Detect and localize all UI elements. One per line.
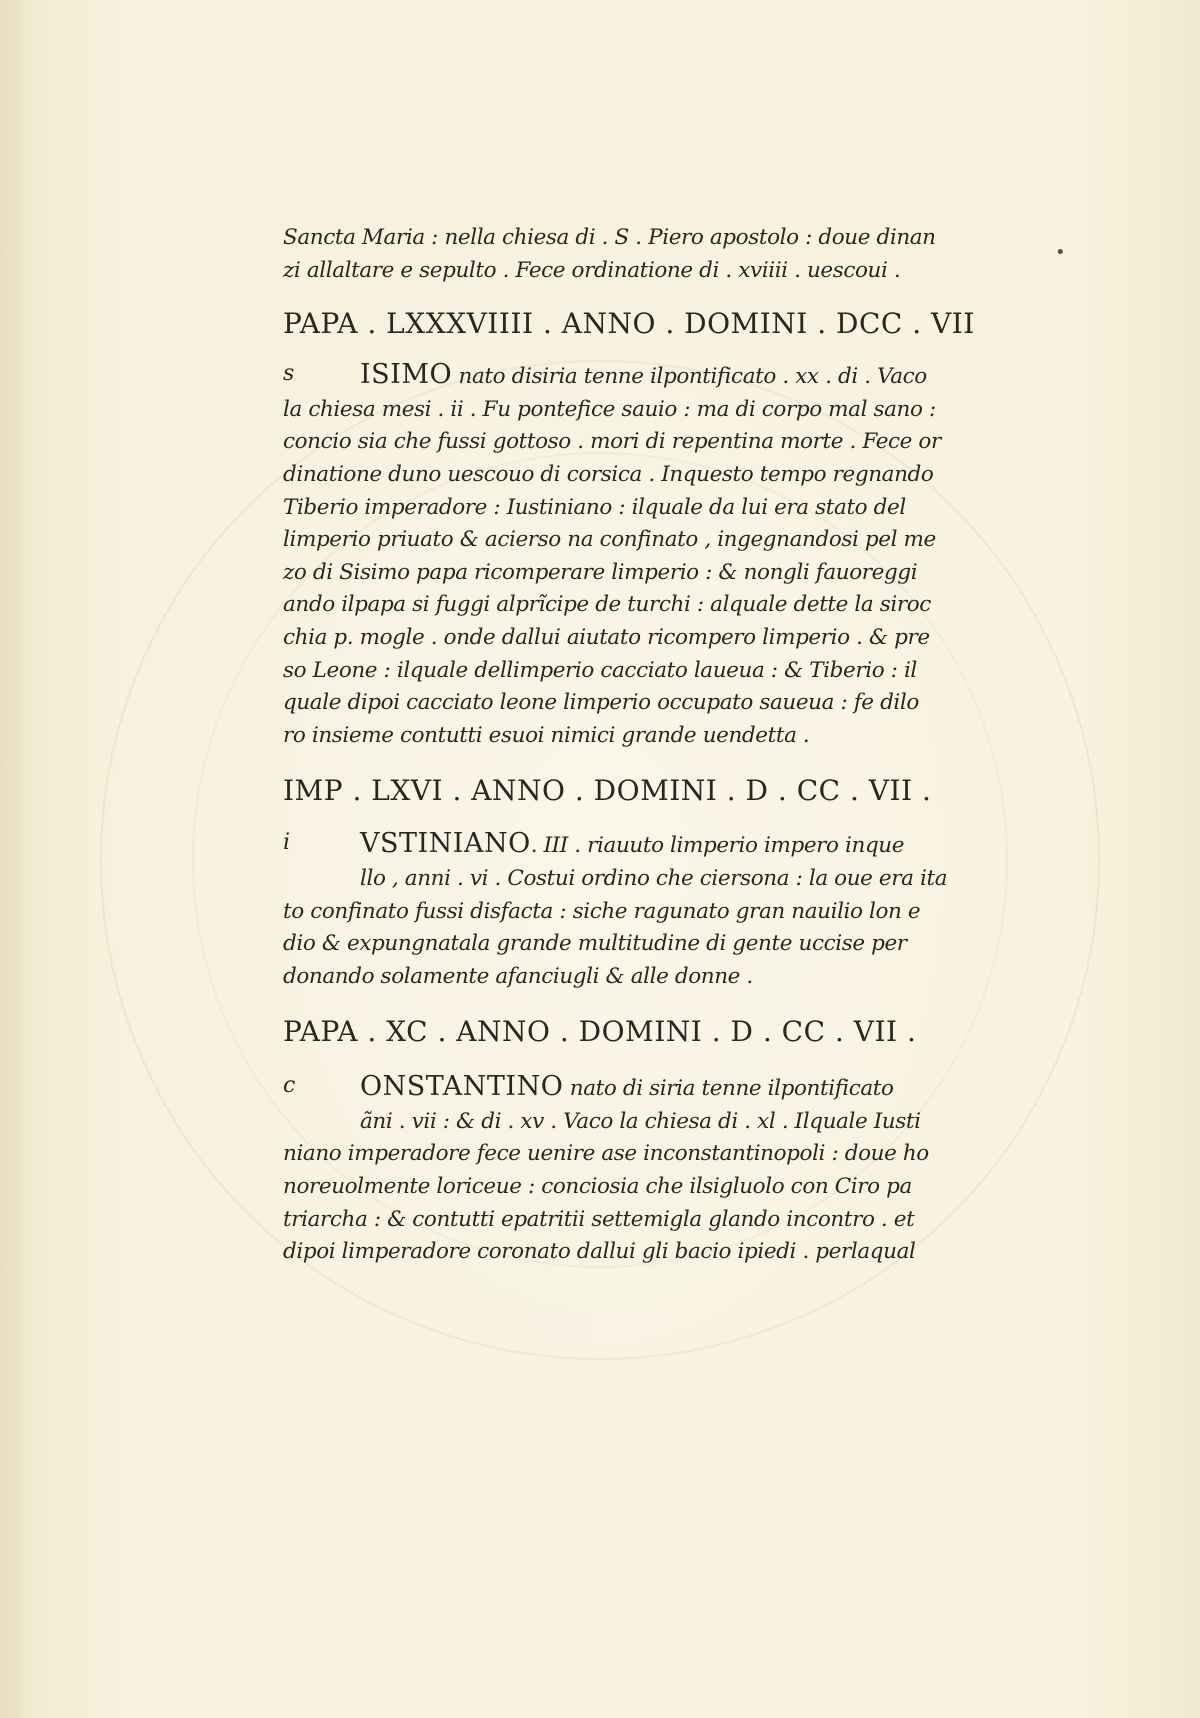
section-paragraph [283, 1071, 983, 1269]
paragraph-line: so Leone : ilquale dellimperio cacciato laueua : & Tiberio : il [283, 657, 917, 683]
paragraph-line: llo , anni . vi . Costui ordino che ciersona : la oue era ita [360, 865, 948, 891]
section-heading: IMP . LXVI . ANNO . DOMINI . D . CC . VII . [283, 774, 932, 808]
paragraph-first-line [283, 828, 983, 863]
paragraph-line: ro insieme contutti esuoi nimici grande uendetta . [283, 722, 810, 748]
paragraph-line: niano imperadore fece uenire ase inconstantinopoli : doue ho [283, 1141, 929, 1167]
paragraph-line: triarcha : & contutti epatritii settemigla glando incontro . et [283, 1206, 915, 1232]
paragraph-line: dipoi limperadore coronato dallui gli bacio ipiedi . perlaqual [283, 1239, 916, 1265]
paragraph-line: dio & expungnatala grande multitudine di gente uccise per [283, 931, 907, 957]
paragraph-line: nato disiria tenne ilpontificato . xx . di . Vaco [458, 364, 927, 390]
section-paragraph [283, 359, 983, 752]
paragraph-line: Tiberio imperadore : Iustiniano : ilquale da lui era stato del [283, 494, 906, 520]
paragraph-line: chia p. mogle . onde dallui aiutato ricompero limperio . & pre [283, 624, 930, 650]
paragraph-line: zo di Sisimo papa ricomperare limperio : & nongli fauoreggi [283, 559, 918, 585]
opening-line: zi allaltare e sepulto . Fece ordinatione di . xviiii . uescoui . [283, 257, 901, 283]
paragraph-first-line [283, 359, 983, 394]
capital-word: ONSTANTINO [360, 1071, 564, 1103]
section-heading: PAPA . LXXXVIIII . ANNO . DOMINI . DCC . VII [283, 307, 975, 341]
paragraph-line: ãni . vii : & di . xv . Vaco la chiesa di . xl . Ilquale Iusti [360, 1108, 921, 1134]
paragraph-line: limperio priuato & acierso na confinato , ingegnandosi pel me [283, 527, 936, 553]
text-block [283, 222, 983, 1269]
guide-initial: i [283, 830, 291, 856]
paragraph-line: la chiesa mesi . ii . Fu pontefice sauio : ma di corpo mal sano : [283, 396, 936, 422]
guide-initial: c [283, 1073, 296, 1099]
section-heading: PAPA . XC . ANNO . DOMINI . D . CC . VII . [283, 1015, 917, 1049]
paragraph-line: dinatione duno uescouo di corsica . Inquesto tempo regnando [283, 461, 934, 487]
paragraph-line: nato di siria tenne ilpontificato [569, 1076, 894, 1102]
margin-mark: • [1055, 242, 1066, 263]
capital-word: VSTINIANO [360, 828, 531, 860]
paragraph-line: concio sia che fussi gottoso . mori di repentina morte . Fece or [283, 429, 941, 455]
section-paragraph [283, 828, 983, 993]
paragraph-line: . III . riauuto limperio impero inque [530, 833, 905, 859]
paragraph-line: ando ilpapa si fuggi alprĩcipe de turchi : alquale dette la siroc [283, 592, 931, 618]
paragraph-first-line [283, 1071, 983, 1106]
guide-initial: s [283, 361, 295, 387]
paragraph-line: donando solamente afanciugli & alle donne . [283, 963, 753, 989]
paragraph-line: quale dipoi cacciato leone limperio occupato saueua : fe dilo [283, 690, 919, 716]
opening-line: Sancta Maria : nella chiesa di . S . Piero apostolo : doue dinan [283, 225, 936, 250]
capital-word: ISIMO [360, 359, 453, 391]
paragraph-line: to confinato fussi disfacta : siche ragunato gran nauilio lon e [283, 898, 921, 924]
paragraph-line: noreuolmente loriceue : conciosia che ilsigluolo con Ciro pa [283, 1174, 912, 1200]
